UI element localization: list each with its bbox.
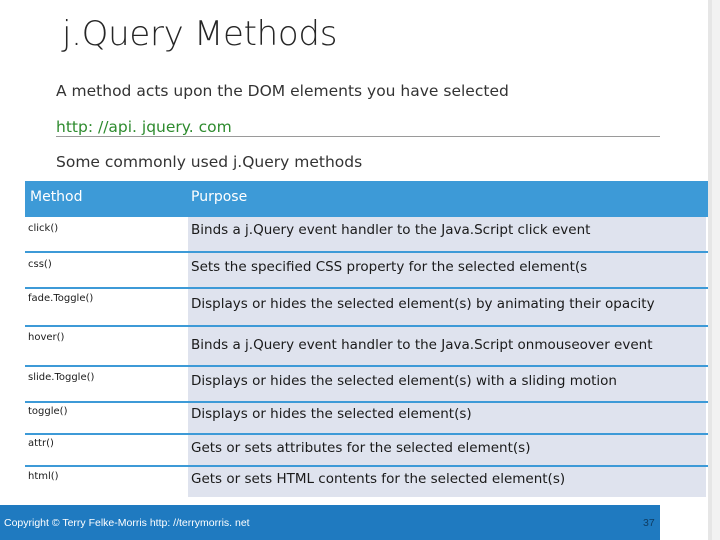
header-method: Method <box>30 189 83 205</box>
method-name: slide.Toggle() <box>28 372 95 383</box>
purpose-text: Gets or sets attributes for the selected element(s) <box>191 440 531 456</box>
purpose-text: Binds a j.Query event handler to the Java.Script click event <box>191 222 591 238</box>
purpose-text: Displays or hides the selected element(s) by animating their opacity <box>191 296 655 312</box>
purpose-text: Displays or hides the selected element(s) with a sliding motion <box>191 373 617 389</box>
purpose-cell <box>188 367 706 401</box>
table-row <box>25 289 708 325</box>
purpose-cell <box>188 253 706 287</box>
link-line <box>56 118 232 136</box>
purpose-text: Sets the specified CSS property for the selected element(s <box>191 259 588 275</box>
footer-copyright: Copyright © Terry Felke-Morris http: //terrymorris. net <box>4 517 250 529</box>
method-name: css() <box>28 259 52 270</box>
method-cell <box>25 327 186 365</box>
purpose-cell <box>188 467 706 497</box>
method-cell <box>25 467 186 497</box>
link-underline-rule <box>56 136 660 137</box>
right-edge-stripe-inner <box>708 0 712 540</box>
table-row <box>25 435 708 465</box>
method-cell <box>25 367 186 401</box>
lead-text: Some commonly used j.Query methods <box>56 153 363 171</box>
purpose-cell <box>188 435 706 465</box>
table-header-row <box>25 181 708 217</box>
method-name: fade.Toggle() <box>28 293 94 304</box>
table-row <box>25 253 708 287</box>
right-edge-stripe <box>708 0 720 540</box>
footer-bar <box>0 505 660 540</box>
purpose-text: Displays or hides the selected element(s) <box>191 406 472 422</box>
table-row <box>25 217 708 251</box>
method-name: click() <box>28 223 59 234</box>
header-purpose: Purpose <box>191 189 248 205</box>
table-row <box>25 327 708 365</box>
method-cell <box>25 253 186 287</box>
slide-title: j.Query Methods <box>62 14 338 54</box>
page-number: 37 <box>643 517 655 529</box>
method-name: toggle() <box>28 406 68 417</box>
method-cell <box>25 403 186 433</box>
method-name: html() <box>28 471 59 482</box>
method-name: attr() <box>28 438 54 449</box>
method-cell <box>25 435 186 465</box>
table-row <box>25 467 708 497</box>
purpose-text: Binds a j.Query event handler to the Java.Script onmouseover event <box>191 337 653 353</box>
method-name: hover() <box>28 332 65 343</box>
method-cell <box>25 289 186 325</box>
intro-text: A method acts upon the DOM elements you have selected <box>56 82 509 100</box>
table-row <box>25 403 708 433</box>
table-row <box>25 367 708 401</box>
method-cell <box>25 217 186 251</box>
purpose-cell <box>188 403 706 433</box>
api-link[interactable]: http: //api. jquery. com <box>56 118 232 136</box>
purpose-text: Gets or sets HTML contents for the selected element(s) <box>191 471 566 487</box>
purpose-cell <box>188 217 706 251</box>
purpose-cell <box>188 327 706 365</box>
purpose-cell <box>188 289 706 325</box>
methods-table <box>25 181 708 497</box>
